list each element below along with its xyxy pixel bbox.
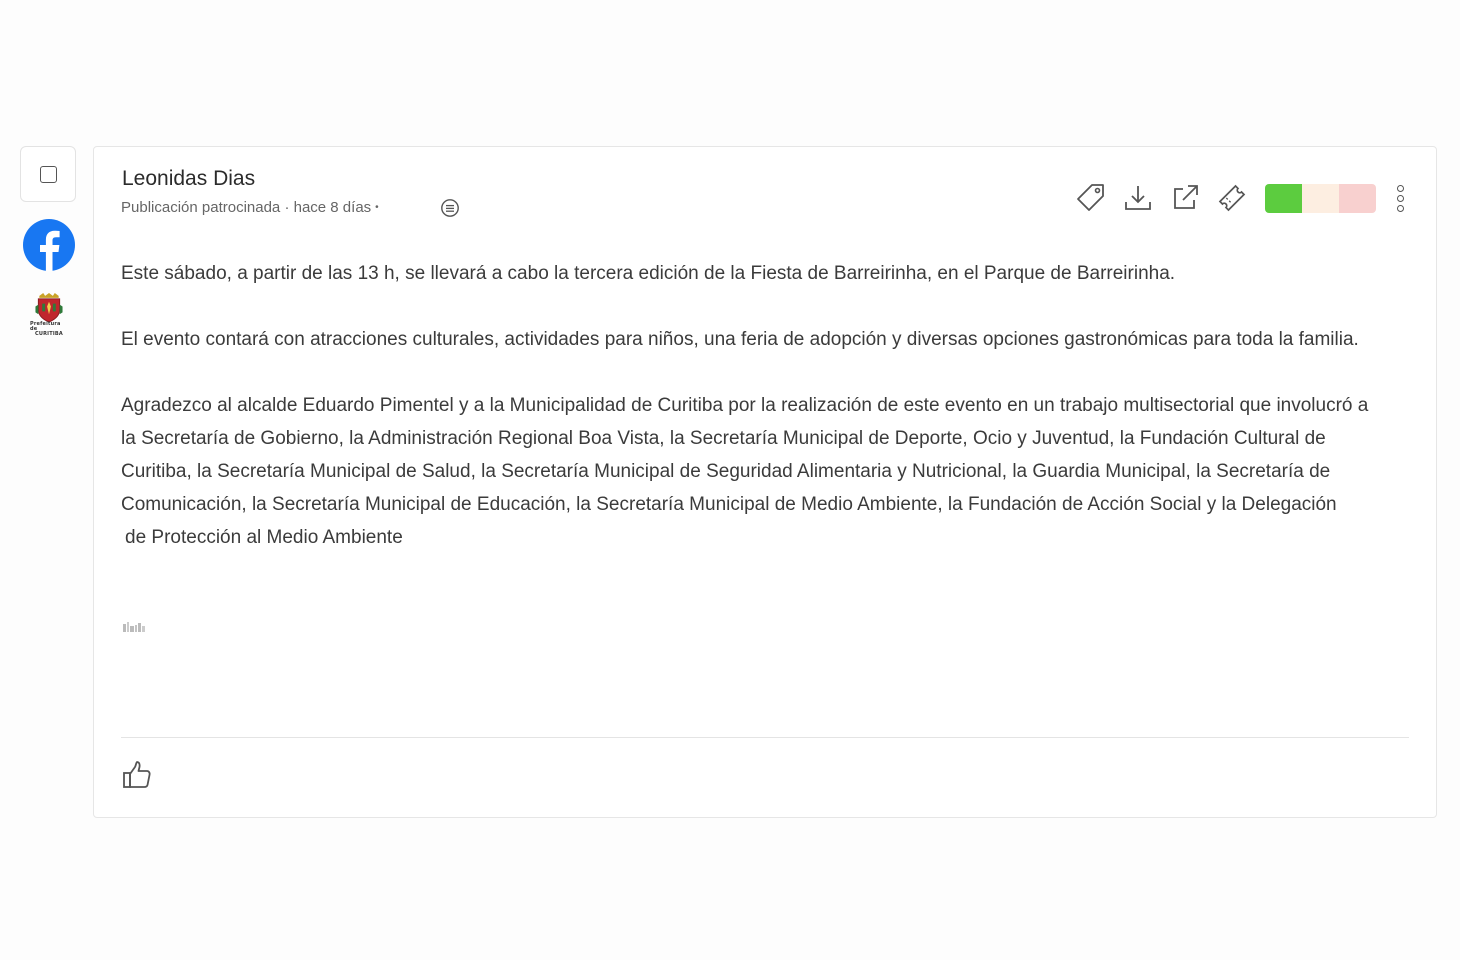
- sentiment-positive[interactable]: [1265, 184, 1302, 213]
- post-toolbar: [1074, 181, 1410, 215]
- external-link-icon: [1170, 183, 1200, 213]
- sentiment-negative[interactable]: [1339, 184, 1376, 213]
- more-vertical-icon: [1397, 185, 1404, 192]
- meta-dot: •: [375, 202, 379, 213]
- post-paragraph-2: El evento contará con atracciones culturales, actividades para niños, una feria de adopción y diversas opciones gastronómicas para toda la familia.: [121, 329, 1359, 350]
- checkbox-box[interactable]: [40, 166, 57, 183]
- footer-divider: [121, 737, 1409, 738]
- post-meta-text: Publicación patrocinada · hace 8 días: [121, 199, 372, 216]
- attachment-thumbnail[interactable]: [122, 620, 148, 634]
- tag-button[interactable]: [1074, 181, 1108, 215]
- ticket-button[interactable]: [1215, 181, 1249, 215]
- author-name[interactable]: Leonidas Dias: [122, 167, 256, 190]
- post-meta: [121, 199, 379, 216]
- post-paragraph-3: Agradezco al alcalde Eduardo Pimentel y a la Municipalidad de Curitiba por la realización de este evento en un trabajo multisectorial que involucró a la Secretaría de Gobierno, la Administración Regional Boa Vista, la Secretaría Municipal de Deporte, Ocio y Juventud, la Fundación Cultural de Curitiba, la Secretaría Municipal de Salud, la Secretaría Municipal de Seguridad Alimentaria y Nutricional, la Guardia Municipal, la Secretaría de Comunicación, la Secretaría Municipal de Educación, la Secretaría Municipal de Medio Ambiente, la Fundación de Acción Social y la Delegación: [121, 395, 1369, 515]
- audience-icon[interactable]: [440, 198, 460, 218]
- more-dot: [1397, 195, 1404, 202]
- tag-icon: [1075, 182, 1107, 214]
- thumbs-up-icon[interactable]: [121, 759, 153, 791]
- open-link-button[interactable]: [1168, 181, 1202, 215]
- select-post-checkbox[interactable]: [20, 146, 76, 202]
- facebook-icon: [22, 218, 76, 272]
- post-body: [121, 257, 1421, 554]
- post-paragraph-1: Este sábado, a partir de las 13 h, se llevará a cabo la tercera edición de la Fiesta de Barreirinha, en el Parque de Barreirinha.: [121, 263, 1176, 284]
- source-logo-line-2: CURITIBA: [35, 331, 63, 337]
- more-options-button[interactable]: [1390, 181, 1410, 215]
- more-dot: [1397, 205, 1404, 212]
- source-logo-line-1: Prefeitura de: [30, 321, 61, 332]
- ticket-icon: [1216, 182, 1248, 214]
- post-card: [93, 146, 1437, 818]
- download-button[interactable]: [1121, 181, 1155, 215]
- sentiment-neutral[interactable]: [1302, 184, 1339, 213]
- download-icon: [1123, 183, 1153, 213]
- post-paragraph-3-last-line: de Protección al Medio Ambiente: [125, 527, 403, 548]
- city-crest-icon: [35, 293, 63, 322]
- sentiment-selector[interactable]: [1265, 184, 1376, 213]
- source-logo: [30, 293, 68, 337]
